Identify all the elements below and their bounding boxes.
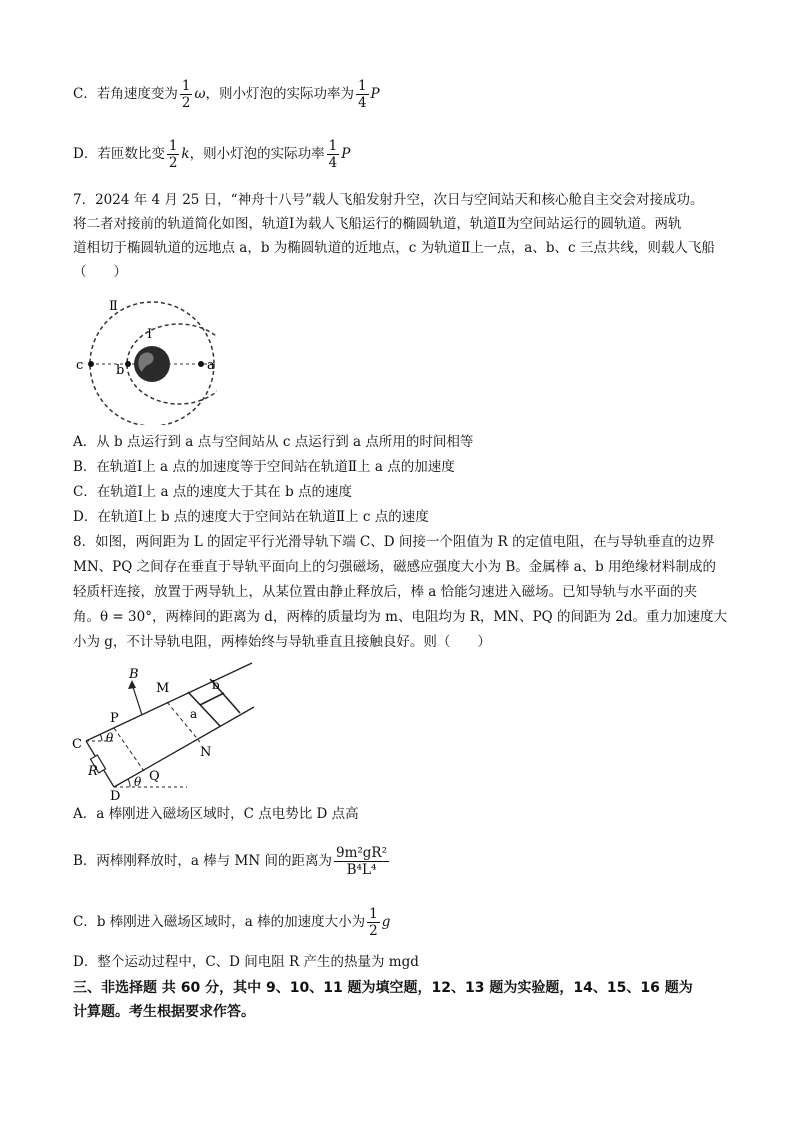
q8-stem-line: 8．如图，两间距为 L 的固定平行光滑导轨下端 C、D 间接一个阻值为 R 的定值电阻，在与导轨垂直的边界	[73, 534, 715, 550]
fraction: $\frac{1}{4}$	[328, 138, 338, 171]
fraction: $\frac{\text{9m²gR²}}{\text{B⁴L⁴}}$	[335, 845, 388, 878]
label-B: B	[129, 667, 139, 682]
q6-option-d: D．若匝数比变 $\frac{1}{2}$ k，则小灯泡的实际功率 $\frac{1}{4}$ P	[73, 138, 351, 171]
label-a: a	[190, 707, 198, 721]
label-b: b	[212, 678, 220, 692]
angle-arc-d	[128, 779, 130, 787]
q8-option-c: C．b 棒刚进入磁场区域时，a 棒的加速度大小为 $\frac{1}{2}$ g	[73, 906, 391, 939]
angle-arc-c	[100, 734, 102, 741]
label-P: P	[110, 711, 119, 726]
q6-option-c: C．若角速度变为 $\frac{1}{2}$ ω，则小灯泡的实际功率为 $\frac{1}{4}$ P	[73, 78, 380, 111]
fraction: $\frac{1}{2}$	[369, 906, 378, 939]
orbit-figure	[72, 290, 217, 425]
option-text: C．若角速度变为	[73, 86, 178, 102]
label-C: C	[72, 737, 82, 752]
label-D: D	[110, 789, 121, 800]
label-M: M	[156, 681, 170, 696]
label-II: Ⅱ	[109, 299, 118, 314]
q7-stem-line: 7．2024 年 4 月 25 日，“神舟十八号”载人飞船发射升空，次日与空间站天和核心舱自主交会对接成功。	[73, 192, 704, 208]
label-b: b	[116, 363, 125, 378]
label-R: R	[88, 764, 98, 779]
label-Q: Q	[149, 769, 160, 784]
q7-stem-line: 道相切于椭圆轨道的远地点 a，b 为椭圆轨道的近地点，c 为轨道Ⅱ上一点，a、b、c 三点共线，则载人飞船	[73, 240, 715, 256]
label-I: Ⅰ	[147, 327, 153, 342]
q8-option-b: B．两棒刚释放时，a 棒与 MN 间的距离为 $\frac{\text{9m²gR²}}{\text{B⁴L⁴}}$	[73, 845, 388, 878]
section-3-title: 三、非选择题 共 60 分，其中 9、10、11 题为填空题，12、13 题为实验题，14、15、16 题为	[73, 980, 693, 996]
q8-stem-line: 角。θ = 30°，两棒间的距离为 d，两棒的质量均为 m、电阻均为 R，MN、PQ 的间距为 2d。重力加速度大	[73, 609, 728, 625]
section-3-instructions: 计算题。考生根据要求作答。	[73, 1004, 255, 1020]
q8-stem-line: 轻质杆连接，放置于两导轨上，从某位置由静止释放后，棒 a 恰能匀速进入磁场。已知导轨与水平面的夹	[73, 584, 698, 600]
fraction: $\frac{1}{2}$	[168, 138, 178, 171]
upper-rail	[86, 663, 252, 741]
q8-stem-line: MN、PQ 之间存在垂直于导轨平面向上的匀强磁场，磁感应强度大小为 B。金属棒 a、b 用绝缘材料制成的	[73, 559, 717, 575]
label-c: c	[76, 358, 84, 373]
label-N: N	[200, 745, 212, 760]
label-theta-d: θ	[134, 775, 142, 789]
point-b	[125, 361, 131, 367]
label-theta-c: θ	[106, 731, 114, 745]
q7-option-a: A．从 b 点运行到 a 点与空间站从 c 点运行到 a 点所用的时间相等	[73, 434, 474, 450]
q7-stem-line: 将二者对接前的轨道简化如图，轨道Ⅰ为载人飞船运行的椭圆轨道，轨道Ⅱ为空间站运行的圆轨道。两轨	[73, 216, 682, 232]
fraction: $\frac{1}{2}$	[181, 78, 191, 111]
point-c	[88, 361, 94, 367]
point-a	[198, 361, 204, 367]
fraction: $\frac{1}{4}$	[357, 78, 367, 111]
b-field-arrow	[132, 684, 142, 715]
q7-option-b: B．在轨道Ⅰ上 a 点的加速度等于空间站在轨道Ⅱ上 a 点的加速度	[73, 459, 455, 475]
label-a: a	[207, 358, 215, 373]
q7-option-d: D．在轨道Ⅰ上 b 点的速度大于空间站在轨道Ⅱ上 c 点的速度	[73, 509, 429, 525]
q8-stem-line: 小为 g，不计导轨电阻，两棒始终与导轨垂直且接触良好。则（ ）	[73, 634, 491, 650]
q7-option-c: C．在轨道Ⅰ上 a 点的速度大于其在 b 点的速度	[73, 484, 353, 500]
q7-stem-line: （ ）	[73, 264, 127, 280]
boundary-PQ	[114, 728, 144, 771]
q8-option-a: A．a 棒刚进入磁场区域时，C 点电势比 D 点高	[73, 806, 359, 822]
connecting-rod	[200, 693, 224, 705]
q8-option-d: D．整个运动过程中，C、D 间电阻 R 产生的热量为 mgd	[73, 954, 419, 970]
rails-figure	[72, 660, 272, 800]
